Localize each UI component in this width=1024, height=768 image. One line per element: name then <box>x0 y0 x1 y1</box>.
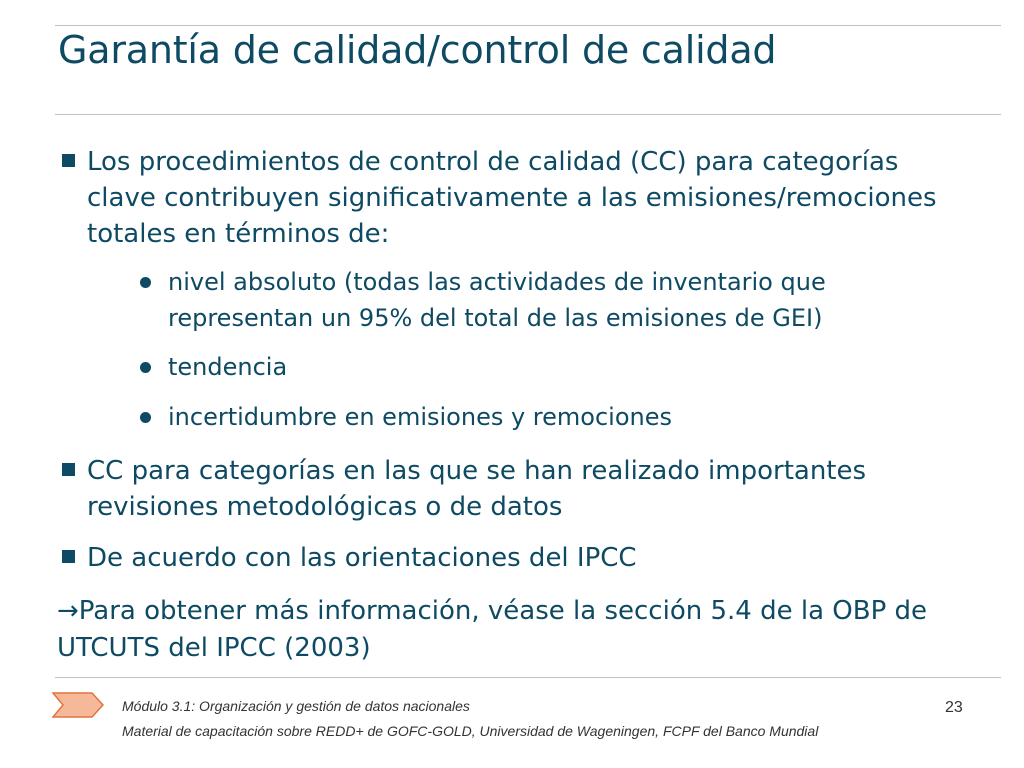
more-info-note <box>57 593 1007 667</box>
bullet-1 <box>62 144 962 252</box>
bullet-1-text: Los procedimientos de control de calidad (CC) para categorías clave contribuyen significativamente a las emisiones/remociones totales en términos de: <box>87 147 937 249</box>
chevron-arrow-icon <box>52 692 104 718</box>
footer-module: Módulo 3.1: Organización y gestión de datos nacionales <box>122 698 470 714</box>
square-bullet-icon <box>62 550 75 563</box>
sub-bullet-1-text: nivel absoluto (todas las actividades de inventario que representan un 95% del total de las emisiones de GEI) <box>168 268 826 332</box>
bullet-3-text: De acuerdo con las orientaciones del IPCC <box>87 543 637 573</box>
top-rule <box>55 25 1001 26</box>
footer-rule <box>55 677 1001 678</box>
sub-bullet-2 <box>136 349 976 385</box>
round-bullet-icon <box>140 277 151 288</box>
round-bullet-icon <box>140 412 151 423</box>
right-arrow-icon: → <box>57 596 79 626</box>
sub-bullet-3-text: incertidumbre en emisiones y remociones <box>168 403 672 431</box>
title-rule <box>55 114 1001 115</box>
round-bullet-icon <box>140 362 151 373</box>
bullet-2 <box>62 453 882 525</box>
sub-bullet-2-text: tendencia <box>168 353 288 381</box>
page-number: 23 <box>945 699 963 716</box>
square-bullet-icon <box>62 463 75 476</box>
more-info-text: Para obtener más información, véase la sección 5.4 de la OBP de UTCUTS del IPCC (2003) <box>57 596 928 663</box>
sub-bullet-3 <box>136 399 976 435</box>
bullet-2-text: CC para categorías en las que se han realizado importantes revisiones metodológicas o de datos <box>87 456 867 522</box>
square-bullet-icon <box>62 154 75 167</box>
slide-title: Garantía de calidad/control de calidad <box>58 28 777 72</box>
sub-bullet-1 <box>136 264 976 336</box>
footer-credit: Material de capacitación sobre REDD+ de GOFC-GOLD, Universidad de Wageningen, FCPF del Banco Mundial <box>122 723 819 739</box>
bullet-3 <box>62 540 962 576</box>
